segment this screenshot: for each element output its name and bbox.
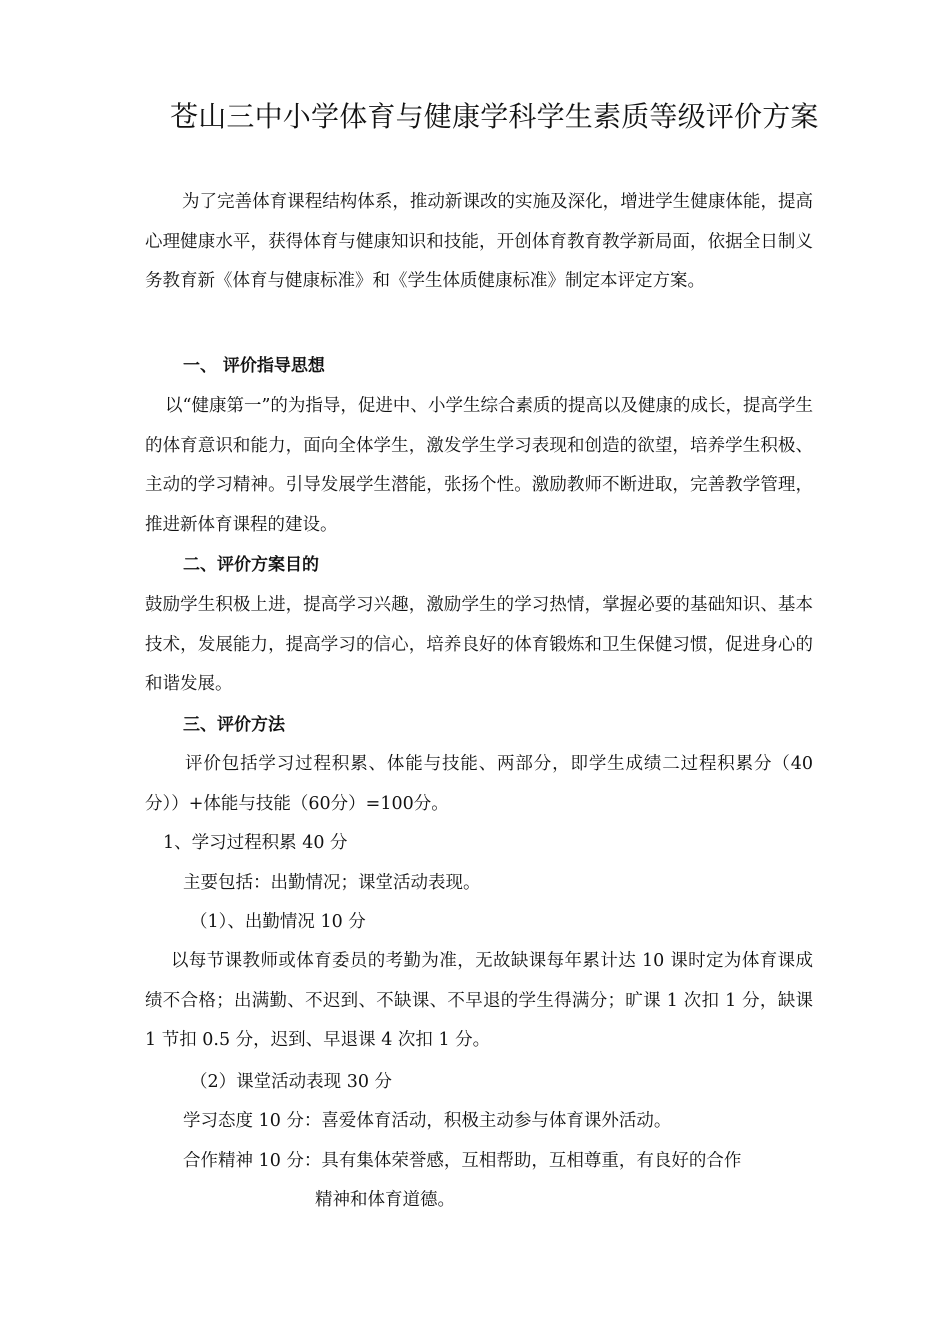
attendance-heading: （1）、出勤情况 10 分 xyxy=(190,912,366,932)
attitude-line: 学习态度 10 分：喜爱体育活动，积极主动参与体育课外活动。 xyxy=(183,1111,672,1131)
section3-heading: 三、评价方法 xyxy=(183,715,285,735)
cooperation-continued-line: 精神和体育道德。 xyxy=(315,1190,455,1210)
section1-body: 以“健康第一”的为指导，促进中、小学生综合素质的提高以及健康的成长，提高学生的体育意识和能力，面向全体学生，激发学生学习表现和创造的欲望，培养学生积极、主动的学习精神。引导发展学生潜能，张扬个性。激励教师不断进取，完善教学管理，推进新体育课程的建设。 xyxy=(145,396,813,535)
class-performance-heading: （2）课堂活动表现 30 分 xyxy=(190,1072,393,1092)
attendance-body: 以每节课教师或体育委员的考勤为准，无故缺课每年累计达 10 课时定为体育课成绩不合格；出满勤、不迟到、不缺课、不早退的学生得满分；旷课 1 次扣 1 分，缺课 1 节扣 0.5 分，迟到、早退课 4 次扣 1 分。 xyxy=(145,951,813,1050)
item1-line: 1、学习过程积累 40 分 xyxy=(163,833,348,853)
item1-main-line: 主要包括：出勤情况；课堂活动表现。 xyxy=(183,873,481,893)
intro-paragraph: 为了完善体育课程结构体系，推动新课改的实施及深化，增进学生健康体能，提高心理健康水平，获得体育与健康知识和技能，开创体育教育教学新局面，依据全日制义务教育新《体育与健康标准》和《学生体质健康标准》制定本评定方案。 xyxy=(145,192,813,291)
section1-heading: 一、 评价指导思想 xyxy=(183,356,325,376)
section2-heading: 二、评价方案目的 xyxy=(183,555,319,575)
document-title: 苍山三中小学体育与健康学科学生素质等级评价方案 xyxy=(170,100,819,133)
section2-body: 鼓励学生积极上进，提高学习兴趣，激励学生的学习热情，掌握必要的基础知识、基本技术，发展能力，提高学习的信心，培养良好的体育锻炼和卫生保健习惯，促进身心的和谐发展。 xyxy=(145,595,813,694)
section3-body: 评价包括学习过程积累、体能与技能、两部分，即学生成绩二过程积累分（40分））+体能与技能（60分）=100分。 xyxy=(145,754,813,814)
cooperation-line: 合作精神 10 分：具有集体荣誉感，互相帮助，互相尊重，有良好的合作 xyxy=(183,1151,742,1171)
